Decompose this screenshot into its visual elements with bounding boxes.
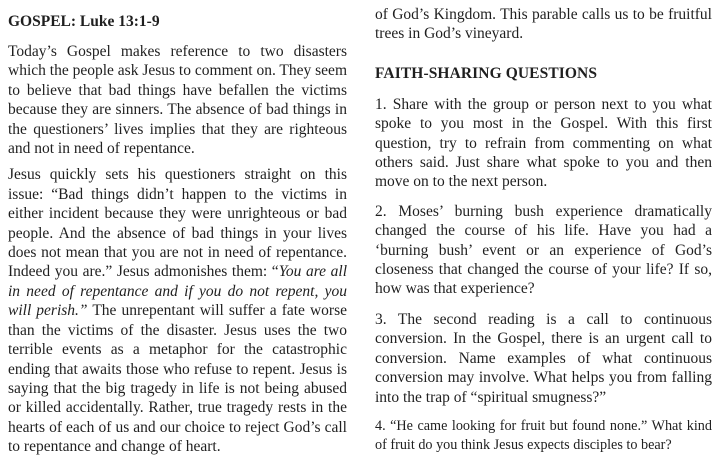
- question-4: 4. “He came looking for fruit but found none.” What kind of fruit do you think Jesus expects disciples to bear?: [375, 417, 712, 454]
- paragraph-2-text-end: The unrepentant will suffer a fate worse than the victims of the disaster. Jesus uses the two terrible events as a metaphor for the catastrophic ending that awaits those who refuse to repent. Jesus is saying that the big tragedy in life is not being abused or killed accidentally. Rather, true tragedy rests in the hearts of each of us and our choice to reject God’s call to repentance and change of heart.: [8, 302, 347, 456]
- jesus-quote: You are all in need of repentance and if you do not repent, you will perish.”: [8, 263, 347, 320]
- right-column: [375, 0, 712, 456]
- left-column: [8, 0, 347, 457]
- question-2: 2. Moses’ burning bush experience dramatically changed the course of his life. Have you had a ‘burning bush’ event or an experience of God’s closeness that changed the course of your life? If so, how was that experience?: [375, 202, 712, 298]
- question-1: 1. Share with the group or person next to you what spoke to you most in the Gospel. With this first question, try to refrain from commenting on what others said. Just share what spoke to you and then move on to the next person.: [375, 95, 712, 191]
- gospel-heading: GOSPEL: Luke 13:1-9: [8, 13, 160, 30]
- question-3: 3. The second reading is a call to continuous conversion. In the Gospel, there is an urgent call to conversion. Name examples of what continuous conversion may involve. What helps you from falling into the trap of “spiritual smugness?”: [375, 310, 712, 406]
- faith-sharing-heading: FAITH-SHARING QUESTIONS: [375, 64, 598, 82]
- gospel-paragraph-1: Today’s Gospel makes reference to two disasters which the people ask Jesus to comment on. They seem to believe that bad things have befallen the victims because they are sinners. The absence of bad things in the questioners’ lives implies that they are righteous and not in need of repentance.: [8, 43, 347, 158]
- paragraph-2-text-start: Jesus quickly sets his questioners straight on this issue: “Bad things didn’t happen to the victims in either incident because they were unrighteous or bad people. And the absence of bad things in your lives does not mean that you are not in need of repentance. Indeed you are.” Jesus admonishes them: “: [8, 166, 347, 281]
- gospel-paragraph-2: [8, 165, 347, 456]
- parable-continuation: of God’s Kingdom. This parable calls us to be fruitful trees in God’s vineyard.: [375, 6, 712, 43]
